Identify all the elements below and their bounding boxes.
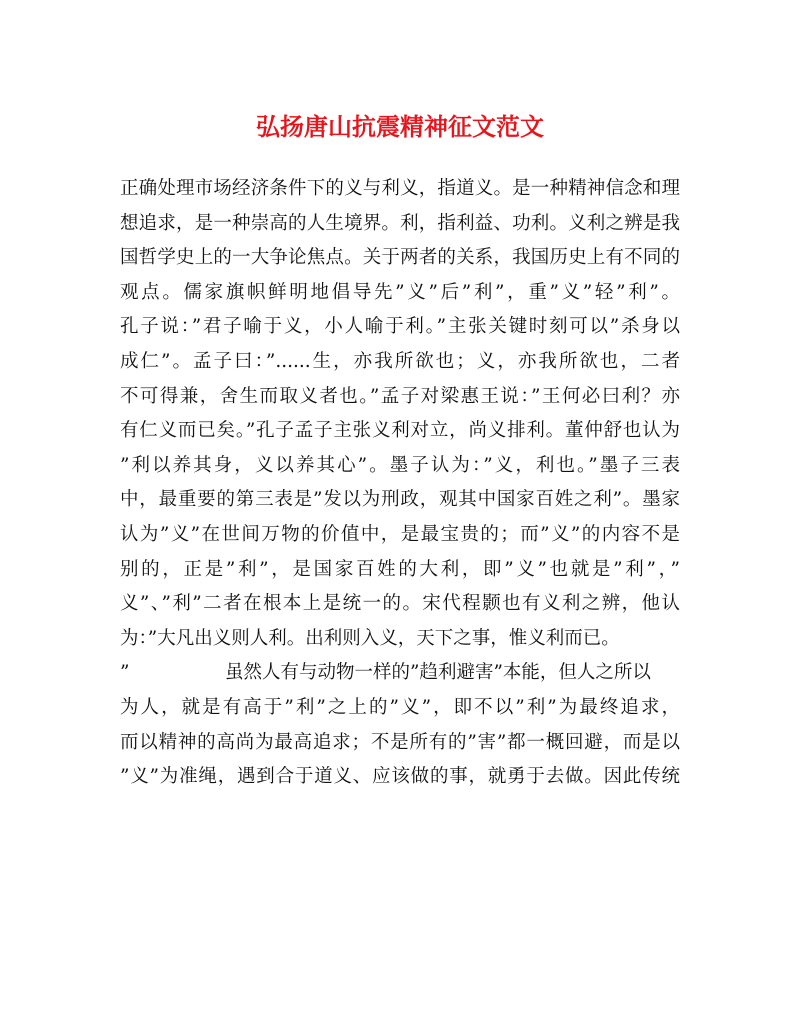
body-line: 有仁义而已矣。”孔子孟子主张义利对立，尚义排利。董仲舒也认为: [120, 420, 680, 442]
body-line: 正确处理市场经济条件下的义与利义，指道义。是一种精神信念和理: [120, 178, 680, 199]
body-line: 国哲学史上的一大争论焦点。关于两者的关系，我国历史上有不同的: [120, 247, 680, 269]
body-line-paragraph-break: [120, 656, 680, 691]
body-line: ”利以养其身，义以养其心”。墨子认为：”义，利也。”墨子三表: [120, 454, 680, 476]
body-line: 想追求，是一种崇高的人生境界。利，指利益、功利。义利之辨是我: [120, 212, 680, 234]
closing-quote-mark: ”: [120, 662, 130, 684]
body-line: 别的，正是”利”，是国家百姓的大利，即”义”也就是”利”，”: [120, 558, 680, 580]
paragraph-start-text: 虽然人有与动物一样的”趋利避害”本能，但人之所以: [225, 662, 651, 684]
body-line: 不可得兼，舍生而取义者也。”孟子对梁惠王说：”王何必曰利？亦: [120, 385, 680, 407]
body-line: 孔子说：”君子喻于义，小人喻于利。”主张关键时刻可以”杀身以: [120, 316, 680, 338]
document-title: 弘扬唐山抗震精神征文范文: [256, 113, 544, 141]
body-line: 中，最重要的第三表是”发以为刑政，观其中国家百姓之利”。墨家: [120, 489, 680, 511]
document-body: [120, 172, 680, 795]
body-line: 而以精神的高尚为最高追求；不是所有的”害”都一概回避，而是以: [120, 731, 680, 753]
body-line: 为人，就是有高于”利”之上的”义”，即不以”利”为最终追求，: [120, 696, 680, 718]
body-line: 为：”大凡出义则人利。出利则入义，天下之事，惟义利而已。: [120, 627, 620, 649]
body-line: 义”、”利”二者在根本上是统一的。宋代程颢也有义利之辨，他认: [120, 593, 680, 615]
body-line: 观点。儒家旗帜鲜明地倡导先”义”后”利”，重”义”轻”利”。: [120, 281, 680, 303]
body-line: 认为”义”在世间万物的价值中，是最宝贵的；而”义”的内容不是: [120, 523, 680, 545]
body-line: 成仁”。孟子曰：”......生，亦我所欲也；义，亦我所欲也，二者: [120, 350, 680, 372]
body-line: ”义”为准绳，遇到合于道义、应该做的事，就勇于去做。因此传统: [120, 766, 680, 788]
